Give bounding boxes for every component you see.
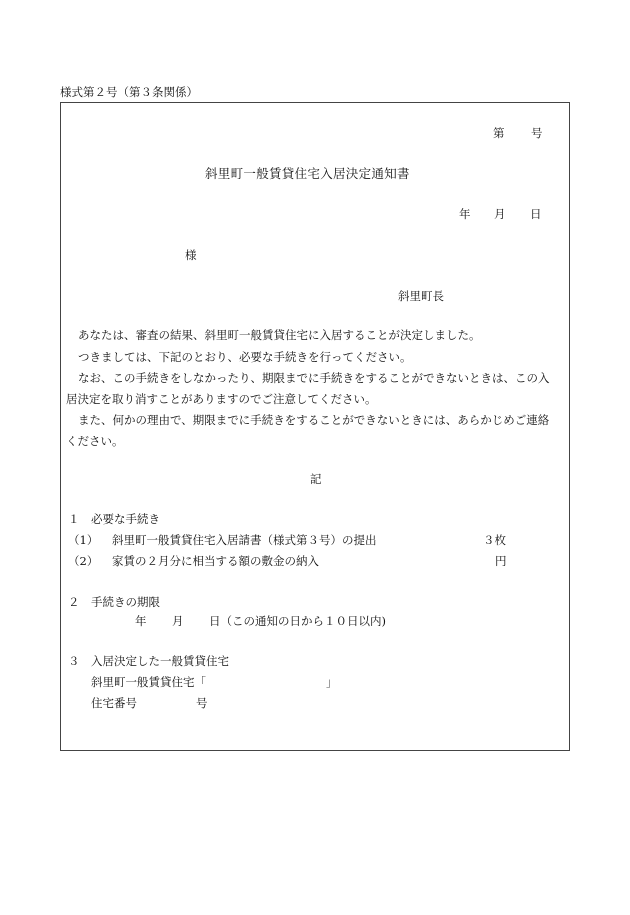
- body-paragraph-1: あなたは、審査の結果、斜里町一般賃貸住宅に入居することが決定しました。: [78, 328, 481, 342]
- doc-number-dai: 第: [493, 126, 505, 140]
- section-1-item-1-text: 斜里町一般賃貸住宅入居請書（様式第３号）の提出: [112, 533, 377, 547]
- section-3-unit-suffix: 号: [196, 696, 208, 710]
- date-month: 月: [494, 207, 506, 221]
- document-title: 斜里町一般賃貸住宅入居決定通知書: [205, 166, 410, 181]
- section-1-item-2-unit: 円: [495, 554, 507, 568]
- issuer: 斜里町長: [398, 289, 444, 303]
- section-3-unit-label: 住宅番号: [91, 696, 137, 710]
- form-label: 様式第２号（第３条関係）: [60, 85, 198, 99]
- body-paragraph-2: つきましては、下記のとおり、必要な手続きを行ってください。: [78, 350, 412, 364]
- section-2-day-note: 日（この通知の日から１０日以内): [209, 614, 386, 628]
- ki-heading: 記: [310, 472, 322, 486]
- body-paragraph-3-line-2: 居決定を取り消すことがありますのでご注意してください。: [66, 392, 377, 406]
- section-1-heading: １ 必要な手続き: [68, 512, 160, 526]
- body-paragraph-3-line-1: なお、この手続きをしなかったり、期限までに手続きをすることができないときは、この入: [78, 371, 550, 385]
- section-2-heading: ２ 手続きの期限: [68, 595, 160, 609]
- section-1-item-2-number: （2）: [68, 554, 99, 568]
- section-1-item-1-number: （1）: [68, 533, 99, 547]
- section-1-item-2-text: 家賃の２月分に相当する額の敷金の納入: [112, 554, 319, 568]
- body-paragraph-4-line-2: ください。: [66, 434, 124, 448]
- section-2-month: 月: [172, 614, 184, 628]
- body-paragraph-4-line-1: また、何かの理由で、期限までに手続きをすることができないときには、あらかじめご連絡: [78, 413, 550, 427]
- section-3-heading: ３ 入居決定した一般賃貸住宅: [68, 654, 229, 668]
- doc-number-go: 号: [531, 126, 543, 140]
- section-1-item-1-quantity: ３枚: [483, 533, 506, 547]
- date-day: 日: [530, 207, 542, 221]
- section-2-year: 年: [135, 614, 147, 628]
- date-year: 年: [459, 207, 471, 221]
- section-3-housing-suffix: 」: [326, 675, 338, 689]
- addressee-suffix: 様: [185, 248, 197, 262]
- section-3-housing-prefix: 斜里町一般賃貸住宅「: [91, 675, 206, 689]
